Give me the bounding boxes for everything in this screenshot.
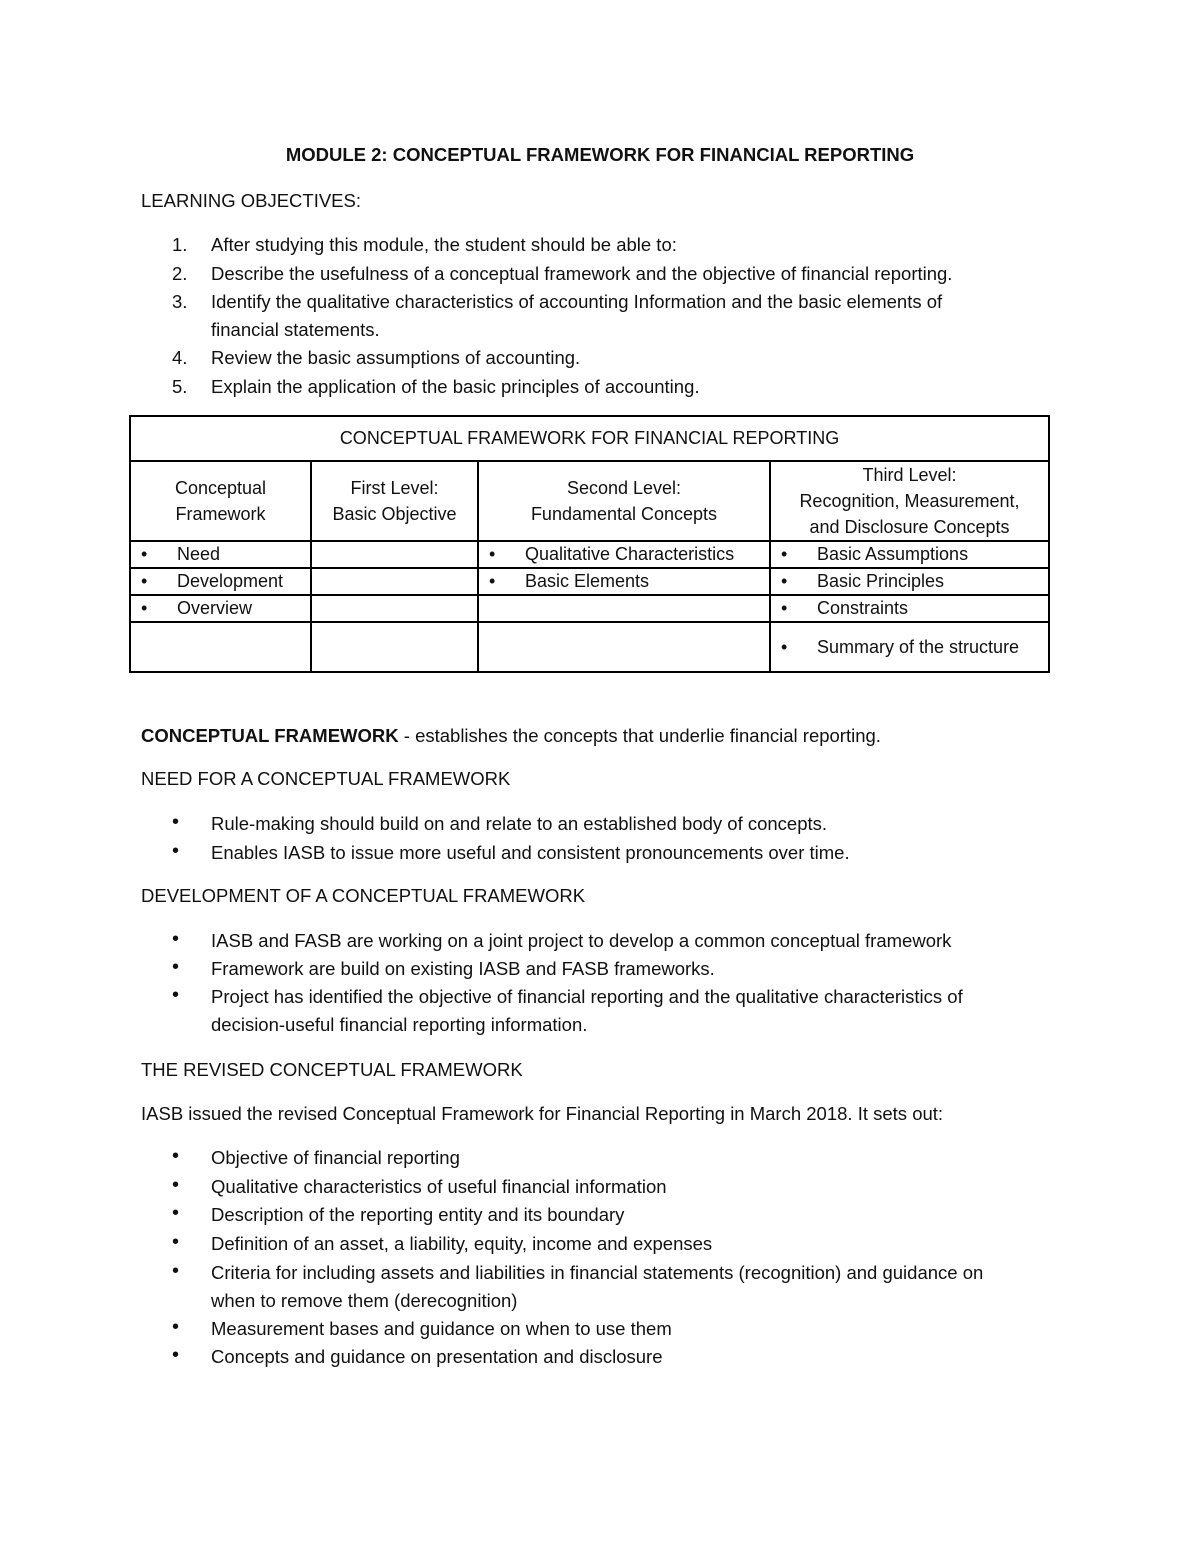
objective-text: Describe the usefulness of a conceptual framework and the objective of financial reporting. xyxy=(211,263,953,284)
bullet-icon: • xyxy=(141,544,148,564)
table-cell xyxy=(311,622,478,672)
bullet-icon: • xyxy=(781,571,788,591)
bullet-icon: • xyxy=(172,1202,180,1224)
bullet-icon: • xyxy=(172,984,180,1006)
table-cell: • Overview xyxy=(130,595,311,622)
column-header-first-level: First Level: Basic Objective xyxy=(311,461,478,541)
table-row xyxy=(130,595,1049,622)
bullet-icon: • xyxy=(172,956,180,978)
table-cell xyxy=(478,595,770,622)
section-heading-development: DEVELOPMENT OF A CONCEPTUAL FRAMEWORK xyxy=(141,885,586,906)
list-item-continued: when to remove them (derecognition) xyxy=(211,1290,518,1311)
objective-text: After studying this module, the student should be able to: xyxy=(211,234,677,255)
section-heading-need: NEED FOR A CONCEPTUAL FRAMEWORK xyxy=(141,768,511,789)
bullet-icon: • xyxy=(489,571,496,591)
table-cell xyxy=(311,541,478,568)
objective-number: 2. xyxy=(172,263,188,284)
bullet-icon: • xyxy=(172,1260,180,1282)
list-item: IASB and FASB are working on a joint project to develop a common conceptual framework xyxy=(211,930,952,951)
list-item: Definition of an asset, a liability, equity, income and expenses xyxy=(211,1233,713,1254)
definition-text: - establishes the concepts that underlie financial reporting. xyxy=(398,725,881,746)
bullet-icon: • xyxy=(141,571,148,591)
table-row xyxy=(130,622,1049,672)
bullet-icon: • xyxy=(781,544,788,564)
list-item: Criteria for including assets and liabilities in financial statements (recognition) and guidance on xyxy=(211,1262,984,1283)
objective-number: 4. xyxy=(172,347,188,368)
list-item: Measurement bases and guidance on when to use them xyxy=(211,1318,672,1339)
table-header: CONCEPTUAL FRAMEWORK FOR FINANCIAL REPORTING xyxy=(130,416,1049,461)
table-cell: • Basic Assumptions xyxy=(770,541,1049,568)
table-column-headers xyxy=(130,461,1049,541)
table-cell: • Basic Elements xyxy=(478,568,770,595)
bullet-icon: • xyxy=(172,840,180,862)
bullet-icon: • xyxy=(172,811,180,833)
bullet-icon: • xyxy=(172,1344,180,1366)
bullet-icon: • xyxy=(172,1231,180,1253)
column-header-second-level: Second Level: Fundamental Concepts xyxy=(478,461,770,541)
list-item-continued: decision-useful financial reporting information. xyxy=(211,1014,588,1035)
bullet-icon: • xyxy=(172,1145,180,1167)
section-heading-revised: THE REVISED CONCEPTUAL FRAMEWORK xyxy=(141,1059,523,1080)
table-row xyxy=(130,541,1049,568)
list-item: Qualitative characteristics of useful financial information xyxy=(211,1176,667,1197)
table-row xyxy=(130,568,1049,595)
column-header-third-level: Third Level: Recognition, Measurement, and Disclosure Concepts xyxy=(770,461,1049,541)
table-cell: • Qualitative Characteristics xyxy=(478,541,770,568)
table-cell: • Summary of the structure xyxy=(770,622,1049,672)
table-cell: • Basic Principles xyxy=(770,568,1049,595)
list-item: Description of the reporting entity and its boundary xyxy=(211,1204,625,1225)
definition-term: CONCEPTUAL FRAMEWORK xyxy=(141,725,399,746)
bullet-icon: • xyxy=(172,1174,180,1196)
objectives-heading: LEARNING OBJECTIVES: xyxy=(141,190,361,211)
list-item: Objective of financial reporting xyxy=(211,1147,460,1168)
bullet-icon: • xyxy=(781,598,788,618)
column-header-conceptual-framework: Conceptual Framework xyxy=(130,461,311,541)
bullet-icon: • xyxy=(172,1316,180,1338)
framework-table xyxy=(129,415,1050,673)
revised-intro: IASB issued the revised Conceptual Framework for Financial Reporting in March 2018. It sets out: xyxy=(141,1103,944,1124)
table-cell: • Constraints xyxy=(770,595,1049,622)
table-cell: • Development xyxy=(130,568,311,595)
bullet-icon: • xyxy=(141,598,148,618)
table-cell xyxy=(311,568,478,595)
bullet-icon: • xyxy=(172,928,180,950)
definition-paragraph xyxy=(141,725,881,747)
list-item: Enables IASB to issue more useful and consistent pronouncements over time. xyxy=(211,842,850,863)
bullet-icon: • xyxy=(781,636,788,657)
list-item: Concepts and guidance on presentation and disclosure xyxy=(211,1346,663,1367)
table-cell: • Need xyxy=(130,541,311,568)
list-item: Framework are build on existing IASB and FASB frameworks. xyxy=(211,958,715,979)
list-item: Project has identified the objective of financial reporting and the qualitative characteristics of xyxy=(211,986,963,1007)
table-cell xyxy=(130,622,311,672)
objective-text: Explain the application of the basic principles of accounting. xyxy=(211,376,700,397)
bullet-icon: • xyxy=(489,544,496,564)
objective-text: Identify the qualitative characteristics of accounting Information and the basic elements of xyxy=(211,291,943,312)
table-cell xyxy=(478,622,770,672)
page-title: MODULE 2: CONCEPTUAL FRAMEWORK FOR FINANCIAL REPORTING xyxy=(285,144,915,165)
objective-text: Review the basic assumptions of accounting. xyxy=(211,347,581,368)
objective-number: 3. xyxy=(172,291,188,312)
table-cell xyxy=(311,595,478,622)
objective-number: 5. xyxy=(172,376,188,397)
objective-number: 1. xyxy=(172,234,188,255)
list-item: Rule-making should build on and relate to an established body of concepts. xyxy=(211,813,828,834)
objective-text-continued: financial statements. xyxy=(211,319,380,340)
